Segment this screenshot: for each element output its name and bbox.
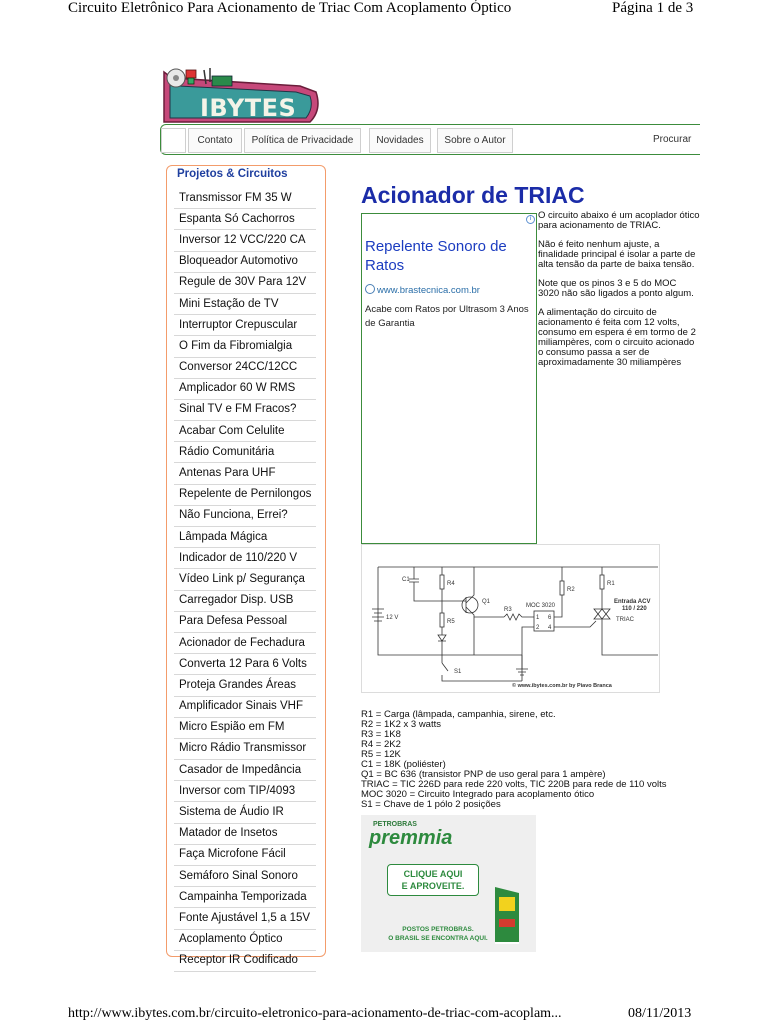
resistor-r5 bbox=[440, 613, 444, 627]
nav-home-slot bbox=[161, 128, 186, 153]
label-entrada: Entrada ACV bbox=[614, 599, 651, 605]
article-title: Acionador de TRIAC bbox=[361, 182, 585, 208]
print-footer-url: http://www.ibytes.com.br/circuito-eletronico-para-acionamento-de-triac-com-acoplam... bbox=[68, 1006, 562, 1021]
nav-novidades-link[interactable]: Novidades bbox=[369, 128, 431, 153]
article-paragraph: Não é feito nenhum ajuste, a finalidade principal é isolar a parte de alta tensão da parte de baixa tensão. bbox=[538, 239, 696, 270]
sidebar-link[interactable]: Inversor 12 VCC/220 CA bbox=[174, 230, 316, 251]
ad-url-row[interactable] bbox=[365, 284, 480, 296]
resistor-r1 bbox=[600, 575, 604, 589]
sidebar-link[interactable]: Acoplamento Óptico bbox=[174, 930, 316, 951]
triac-symbol bbox=[594, 609, 658, 655]
sidebar-link[interactable]: Acionador de Fechadura bbox=[174, 633, 316, 654]
sidebar-link[interactable]: Micro Espião em FM bbox=[174, 718, 316, 739]
ad-cta-line: E APROVEITE. bbox=[401, 881, 465, 891]
sidebar-link[interactable]: Inversor com TIP/4093 bbox=[174, 781, 316, 802]
ad-tagline-line: POSTOS PETROBRAS. bbox=[402, 926, 474, 933]
component-line: C1 = 18K (poliéster) bbox=[361, 759, 446, 770]
label-moc3020: MOC 3020 bbox=[526, 603, 556, 609]
article-paragraph: Note que os pinos 3 e 5 do MOC 3020 não são ligados a ponto algum. bbox=[538, 278, 694, 299]
ad-url[interactable]: www.brastecnica.com.br bbox=[377, 285, 480, 296]
article-paragraph: A alimentação do circuito de acionamento é feita com 12 volts, consumo em espera é em tormo de 2 miliampères, com o circuito acionado o consumo passa a ser de aproximadamente 30 miliampères bbox=[538, 307, 696, 368]
label-entrada-voltage: 110 / 220 bbox=[622, 606, 647, 612]
nav-contato-link[interactable]: Contato bbox=[188, 128, 242, 153]
component-line: Q1 = BC 636 (transistor PNP de uso geral para 1 ampère) bbox=[361, 769, 606, 780]
print-header-title: Circuito Eletrônico Para Acionamento de Triac Com Acoplamento Óptico bbox=[68, 0, 512, 16]
nav-sobre-link[interactable]: Sobre o Autor bbox=[437, 128, 513, 153]
label-q1: Q1 bbox=[482, 599, 491, 605]
resistor-r4 bbox=[440, 575, 444, 589]
sidebar-link[interactable]: Converta 12 Para 6 Volts bbox=[174, 654, 316, 675]
article-paragraph: O circuito abaixo é um acoplador ótico para acionamento de TRIAC. bbox=[538, 211, 700, 231]
banner-ad-petrobras[interactable] bbox=[361, 815, 536, 952]
gas-station-icon bbox=[489, 885, 523, 945]
sidebar-link[interactable]: Fonte Ajustável 1,5 a 15V bbox=[174, 908, 316, 929]
component-list bbox=[361, 710, 701, 810]
pin-4-label: 4 bbox=[548, 625, 552, 631]
top-navigation bbox=[160, 124, 700, 155]
text-ad-box[interactable] bbox=[361, 213, 537, 544]
component-line: R2 = 1K2 x 3 watts bbox=[361, 719, 441, 730]
ad-brand: premmia bbox=[369, 827, 453, 849]
ad-description: Acabe com Ratos por Ultrasom 3 Anos de Garantia bbox=[365, 304, 529, 329]
component-line: R5 = 12K bbox=[361, 749, 401, 760]
circuit-schematic bbox=[361, 544, 660, 693]
sidebar-projects bbox=[166, 165, 326, 967]
sidebar-link[interactable]: Acabar Com Celulite bbox=[174, 421, 316, 442]
sidebar-link[interactable]: Regule de 30V Para 12V bbox=[174, 273, 316, 294]
sidebar-link[interactable]: Amplificador Sinais VHF bbox=[174, 697, 316, 718]
article-intro bbox=[538, 211, 700, 377]
resistor-r2 bbox=[560, 581, 564, 595]
component-line: R3 = 1K8 bbox=[361, 729, 401, 740]
label-triac: TRIAC bbox=[616, 617, 634, 623]
component-line: R4 = 2K2 bbox=[361, 739, 401, 750]
sidebar-link[interactable]: Rádio Comunitária bbox=[174, 442, 316, 463]
sidebar-link[interactable]: Semáforo Sinal Sonoro bbox=[174, 866, 316, 887]
sidebar-link[interactable]: Antenas Para UHF bbox=[174, 463, 316, 484]
sidebar-link[interactable]: Campainha Temporizada bbox=[174, 887, 316, 908]
globe-icon bbox=[365, 284, 375, 294]
sidebar-link[interactable]: Bloqueador Automotivo bbox=[174, 252, 316, 273]
sidebar-link[interactable]: Lâmpada Mágica bbox=[174, 527, 316, 548]
capacitor-c1 bbox=[409, 567, 442, 601]
sidebar-link[interactable]: Conversor 24CC/12CC bbox=[174, 358, 316, 379]
label-c1: C1 bbox=[402, 577, 410, 583]
label-r3: R3 bbox=[504, 607, 512, 613]
logo-text: IBYTES bbox=[200, 94, 297, 122]
sidebar-link[interactable]: Vídeo Link p/ Segurança bbox=[174, 569, 316, 590]
sidebar-link[interactable]: Sistema de Áudio IR bbox=[174, 802, 316, 823]
component-line: TRIAC = TIC 226D para rede 220 volts, TIC 220B para rede de 110 volts bbox=[361, 779, 667, 790]
pin-2-label: 2 bbox=[536, 625, 540, 631]
component-line: MOC 3020 = Circuito Integrado para acoplamento ótico bbox=[361, 789, 595, 800]
component-line: R1 = Carga (lâmpada, campanhia, sirene, etc. bbox=[361, 710, 556, 720]
label-r4: R4 bbox=[447, 581, 455, 587]
ad-tagline-line: O BRASIL SE ENCONTRA AQUI. bbox=[388, 935, 488, 942]
label-s1: S1 bbox=[454, 669, 462, 675]
ad-title-link[interactable]: Repelente Sonoro de Ratos bbox=[365, 238, 507, 274]
search-link[interactable]: Procurar bbox=[653, 134, 692, 145]
label-r1: R1 bbox=[607, 581, 615, 587]
sidebar-link[interactable]: Faça Microfone Fácil bbox=[174, 845, 316, 866]
ground-symbol bbox=[516, 655, 528, 675]
ad-cta-button[interactable] bbox=[387, 864, 479, 896]
sidebar-link[interactable]: Não Funciona, Errei? bbox=[174, 506, 316, 527]
sidebar-link[interactable]: Receptor IR Codificado bbox=[174, 951, 316, 972]
print-header-page-number: Página 1 de 3 bbox=[612, 0, 694, 16]
ad-info-icon[interactable]: i bbox=[526, 215, 535, 224]
sidebar-link[interactable]: Amplicador 60 W RMS bbox=[174, 379, 316, 400]
ad-tagline bbox=[383, 925, 493, 943]
component-line: S1 = Chave de 1 pólo 2 posições bbox=[361, 799, 501, 810]
sidebar-link[interactable]: Casador de Impedância bbox=[174, 760, 316, 781]
switch-s1 bbox=[442, 641, 522, 681]
sidebar-link[interactable]: Matador de Insetos bbox=[174, 824, 316, 845]
pin-6-label: 6 bbox=[548, 615, 552, 621]
sidebar-link[interactable]: Para Defesa Pessoal bbox=[174, 612, 316, 633]
sidebar-link[interactable]: Mini Estação de TV bbox=[174, 294, 316, 315]
sidebar-link[interactable]: Proteja Grandes Áreas bbox=[174, 675, 316, 696]
pin-1-label: 1 bbox=[536, 615, 540, 621]
sidebar-link[interactable]: Micro Rádio Transmissor bbox=[174, 739, 316, 760]
sidebar-list bbox=[174, 188, 316, 972]
sidebar-link[interactable]: Transmissor FM 35 W bbox=[174, 188, 316, 209]
ad-cta-line: CLIQUE AQUI bbox=[403, 869, 463, 879]
sidebar-link[interactable]: Carregador Disp. USB bbox=[174, 591, 316, 612]
schematic-credit: © www.ibytes.com.br by Piavo Branca bbox=[512, 683, 612, 689]
sidebar-link[interactable]: Repelente de Pernilongos bbox=[174, 485, 316, 506]
sidebar-link[interactable]: Espanta Só Cachorros bbox=[174, 209, 316, 230]
label-r5: R5 bbox=[447, 619, 455, 625]
sidebar-title: Projetos & Circuitos bbox=[177, 168, 288, 180]
sidebar-link[interactable]: Interruptor Crepuscular bbox=[174, 315, 316, 336]
sidebar-link[interactable]: Sinal TV e FM Fracos? bbox=[174, 400, 316, 421]
led-symbol bbox=[438, 627, 446, 641]
label-r2: R2 bbox=[567, 587, 575, 593]
sidebar-link[interactable]: O Fim da Fibromialgia bbox=[174, 336, 316, 357]
ad-brand-small: PETROBRAS bbox=[373, 821, 417, 828]
battery-label: 12 V bbox=[386, 615, 399, 621]
nav-politica-link[interactable]: Política de Privacidade bbox=[244, 128, 361, 153]
sidebar-link[interactable]: Indicador de 110/220 V bbox=[174, 548, 316, 569]
print-footer-date: 08/11/2013 bbox=[628, 1006, 692, 1021]
